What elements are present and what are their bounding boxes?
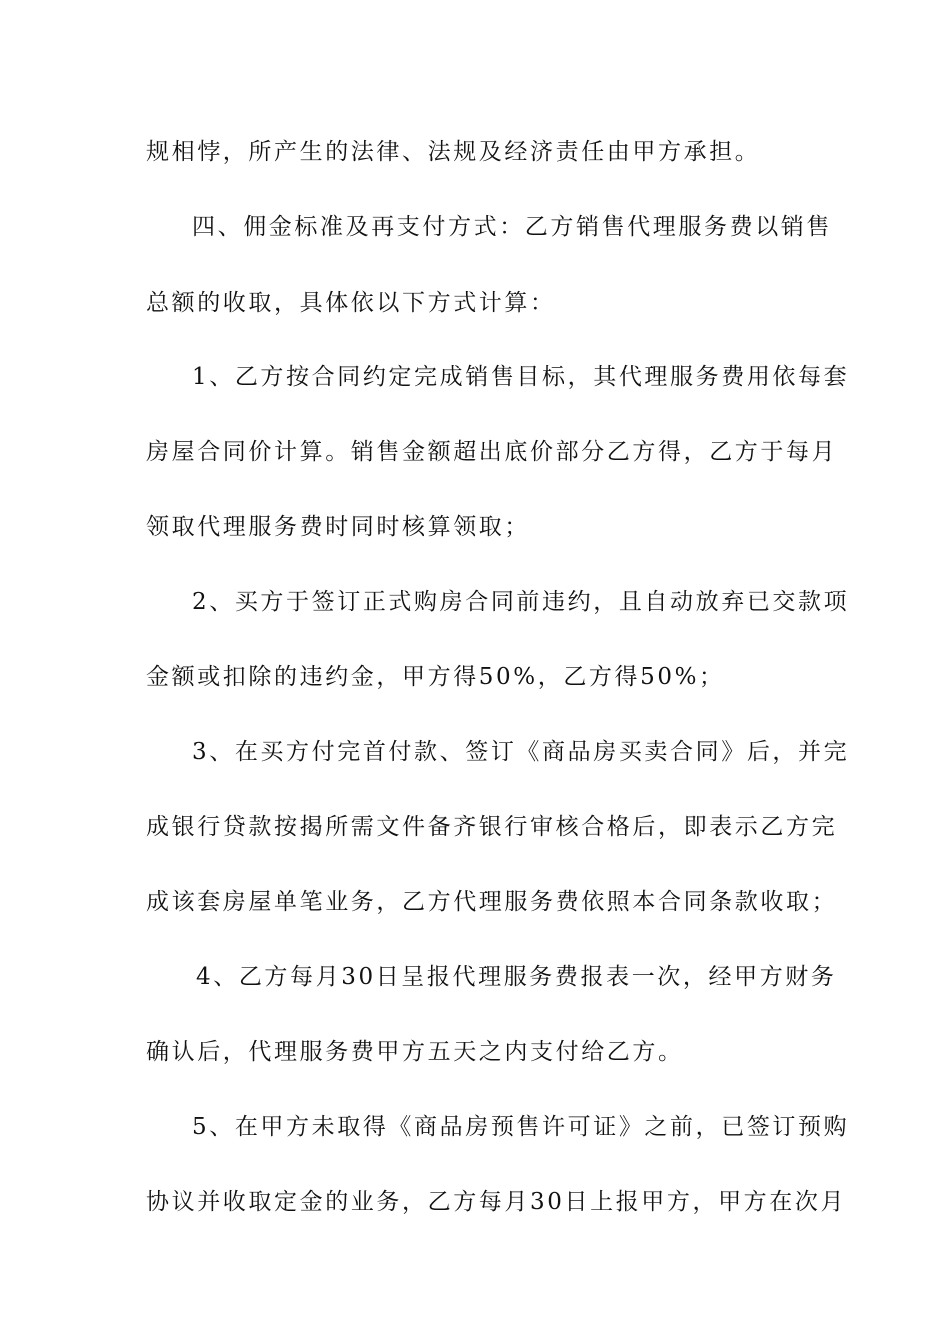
paragraph-line: 1、乙方按合同约定完成销售目标，其代理服务费用依每套 [192,364,850,390]
paragraph-line: 4、乙方每月30日呈报代理服务费报表一次，经甲方财务 [196,964,837,990]
paragraph-line: 成该套房屋单笔业务，乙方代理服务费依照本合同条款收取； [146,889,838,915]
paragraph-line: 房屋合同价计算。销售金额超出底价部分乙方得，乙方于每月 [146,439,838,465]
paragraph-line: 2、买方于签订正式购房合同前违约，且自动放弃已交款项 [192,589,850,615]
paragraph-line: 总额的收取，具体依以下方式计算： [146,290,556,316]
paragraph-line: 5、在甲方未取得《商品房预售许可证》之前，已签订预购 [192,1114,850,1140]
paragraph-line: 协议并收取定金的业务，乙方每月30日上报甲方，甲方在次月 [146,1189,847,1215]
paragraph-line: 成银行贷款按揭所需文件备齐银行审核合格后，即表示乙方完 [146,814,838,840]
paragraph-line: 确认后，代理服务费甲方五天之内支付给乙方。 [146,1039,684,1065]
paragraph-line: 金额或扣除的违约金，甲方得50%，乙方得50%； [146,664,725,690]
paragraph-line: 领取代理服务费时同时核算领取； [146,514,530,540]
paragraph-line: 3、在买方付完首付款、签订《商品房买卖合同》后，并完 [192,739,850,765]
paragraph-line: 四、佣金标准及再支付方式：乙方销售代理服务费以销售 [192,214,832,240]
paragraph-line: 规相悖，所产生的法律、法规及经济责任由甲方承担。 [146,139,761,165]
